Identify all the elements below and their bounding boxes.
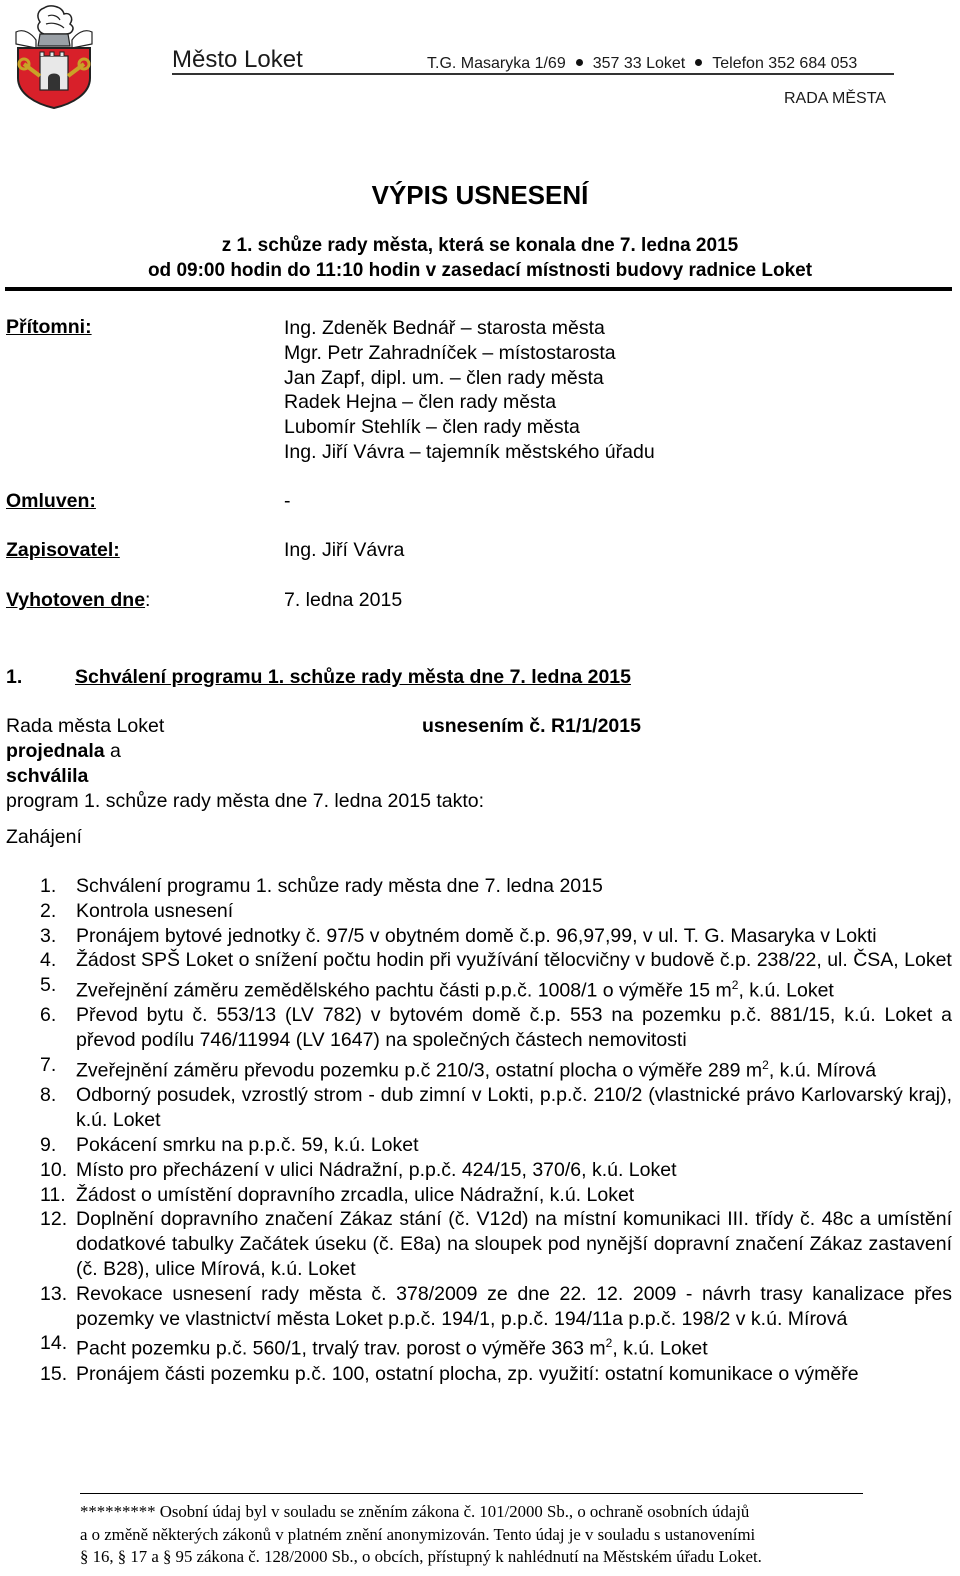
agenda-item [40,948,952,973]
document-subtitle-date: z 1. schůze rady města, která se konala dne 7. ledna 2015 [221,235,739,256]
agenda-item [40,1003,952,1053]
superscript: 2 [605,1336,613,1351]
agenda-item-number: 1. [40,875,57,897]
agenda-item-text: Pacht pozemku p.č. 560/1, trvalý trav. porost o výměře 363 m [76,1337,606,1360]
agenda-item-number: 14. [40,1332,68,1355]
discussed-line [6,740,121,763]
agenda-item [40,1133,952,1158]
agenda-item-text: , k.ú. Loket [738,979,834,1002]
footnote-line: ********* Osobní údaj byl v souladu se zněním zákona č. 101/2000 Sb., o ochraně osobních údajů [80,1502,750,1521]
present-member: Ing. Zdeněk Bednář – starosta města [284,317,605,339]
agenda-item-text: Schválení programu 1. schůze rady města dne 7. ledna 2015 [76,875,603,897]
contact-line [427,55,857,73]
agenda-item-text: Pronájem bytové jednotky č. 97/5 v obytném domě č.p. 96,97,99, v ul. T. G. Masaryka v Lokti [76,924,877,947]
present-member: Radek Hejna – člen rady města [284,391,557,414]
agenda-item-number: 10. [40,1158,68,1181]
agenda-item-number: 3. [40,924,57,947]
present-member: Mgr. Petr Zahradníček – místostarosta [284,341,616,364]
agenda-item-text: Zveřejnění záměru zemědělského pachtu části p.p.č. 1008/1 o výměře 15 m [76,979,732,1002]
agenda-item-number: 5. [40,974,57,997]
excused-value: - [284,490,291,512]
address: T.G. Masaryka 1/69 [427,55,566,72]
recorder-label: Zapisovatel: [6,539,120,561]
agenda-item-number: 8. [40,1084,57,1107]
opening-item: Zahájení [6,826,82,848]
document-subtitle-place: od 09:00 hodin do 11:10 hodin v zasedací místnosti budovy radnice Loket [147,260,813,281]
agenda-item-text: , k.ú. Mírová [768,1059,877,1082]
present-label: Přítomni: [6,316,92,338]
agenda-item-text: Zveřejnění záměru převodu pozemku p.č 210/3, ostatní plocha o výměře 289 m [76,1059,763,1082]
prepared-label: Vyhotoven dne [6,589,146,611]
agenda-item-number: 15. [40,1362,68,1385]
agenda-item-text: Převod bytu č. 553/13 (LV 782) v bytovém domě č.p. 553 na pozemku p.č. 881/15, k.ú. Loket a převod podílu 746/11994 (LV 1647) na společných částech nemovitosti [76,1004,952,1052]
agenda-item [40,1362,952,1387]
city-name: Město Loket [172,46,303,73]
agenda-item-text: Revokace usnesení rady města č. 378/2009 ze dne 22. 12. 2009 - návrh trasy kanalizace přes pozemky ve vlastnictví města Loket p.p.č. 194/1, p.p.č. 194/11a p.p.č. 198/2 v k.ú. Mírová [76,1282,952,1330]
postal-code: 357 33 Loket [592,55,686,72]
agenda-item [40,1053,952,1083]
agenda-item [40,874,952,899]
superscript: 2 [731,978,739,993]
agenda-item [40,1331,952,1361]
bullet-icon [576,59,583,66]
agenda-item [40,1183,952,1208]
resolution-number: usnesením č. R1/1/2015 [422,715,641,737]
agenda-item-text: Pokácení smrku na p.p.č. 59, k.ú. Loket [76,1133,419,1156]
agenda-item-text: Doplnění dopravního značení Zákaz stání (č. V12d) na místní komunikaci III. třídy č. 48c a umístění dodatkové tabulky Začátek úseku (č. E8a) na sloupek pod nynější dopravní značení Zákaz zastavení (č. B28), ulice Mírová, k.ú. Loket [76,1208,952,1280]
agenda-item [40,899,952,924]
agenda-item-text: Pronájem části pozemku p.č. 100, ostatní plocha, zp. využití: ostatní komunikace o výměře [76,1362,859,1385]
footnote-line: a o změně některých zákonů v platném znění anonymizován. Tento údaj je v souladu s ustanoveními [80,1524,756,1544]
superscript: 2 [762,1058,769,1073]
discussed-word: projednala [6,740,105,762]
agenda-item-number: 7. [40,1054,57,1077]
prepared-row [6,589,150,612]
agenda-item-number: 6. [40,1004,57,1027]
agenda-item [40,1282,952,1332]
agenda-item-text: Žádost SPŠ Loket o snížení počtu hodin při využívání tělocvičny v budově č.p. 238/22, ul. ČSA, Loket [76,949,952,972]
prepared-colon: : [145,589,151,611]
agenda-item-number: 9. [40,1133,57,1156]
agenda-item-text: Žádost o umístění dopravního zrcadla, ulice Nádražní, k.ú. Loket [76,1183,635,1206]
council-name: Rada města Loket [6,715,165,737]
section-number: 1. [6,666,23,688]
footer-divider [80,1493,863,1494]
city-coat-of-arms-icon [10,4,98,110]
agenda-item-text: Kontrola usnesení [76,899,234,922]
agenda-item-number: 11. [40,1183,66,1206]
and-word: a [104,740,121,762]
footnote-line: § 16, § 17 a § 95 zákona č. 128/2000 Sb., o obcích, přístupný k nahlédnutí na Městském úřadu Loket. [80,1547,762,1566]
agenda-item [40,1207,952,1281]
council-label: RADA MĚSTA [784,90,886,107]
approved-word: schválila [6,765,89,787]
title-divider [5,287,952,291]
excused-label: Omluven: [6,490,96,512]
section-title: Schválení programu 1. schůze rady města dne 7. ledna 2015 [75,666,631,688]
agenda-item [40,973,952,1003]
present-member: Jan Zapf, dipl. um. – člen rady města [284,366,604,389]
agenda-item-number: 12. [40,1208,68,1231]
present-member: Lubomír Stehlík – člen rady města [284,416,580,439]
agenda-item-number: 13. [40,1282,68,1305]
agenda-list [40,874,952,1386]
program-line: program 1. schůze rady města dne 7. ledna 2015 takto: [6,790,485,812]
agenda-item-text: , k.ú. Loket [612,1337,708,1360]
agenda-item-text: Odborný posudek, vzrostlý strom - dub zimní v Lokti, p.p.č. 210/2 (vlastnické právo Karlovarský kraj), k.ú. Loket [76,1084,952,1132]
document-title: VÝPIS USNESENÍ [371,180,589,210]
prepared-value: 7. ledna 2015 [284,589,403,611]
agenda-item-number: 4. [40,949,57,972]
agenda-item-number: 2. [40,899,57,922]
agenda-item [40,1083,952,1133]
present-list [284,316,655,465]
agenda-item [40,924,952,949]
privacy-footnote [80,1501,876,1569]
bullet-icon [695,59,702,66]
agenda-item-text: Místo pro přecházení v ulici Nádražní, p.p.č. 424/15, 370/6, k.ú. Loket [76,1158,677,1181]
section-heading [6,666,690,689]
agenda-item [40,1158,952,1183]
header-divider [172,73,894,75]
recorder-value: Ing. Jiří Vávra [284,539,405,561]
phone: Telefon 352 684 053 [712,55,858,72]
present-member: Ing. Jiří Vávra – tajemník městského úřadu [284,440,655,463]
